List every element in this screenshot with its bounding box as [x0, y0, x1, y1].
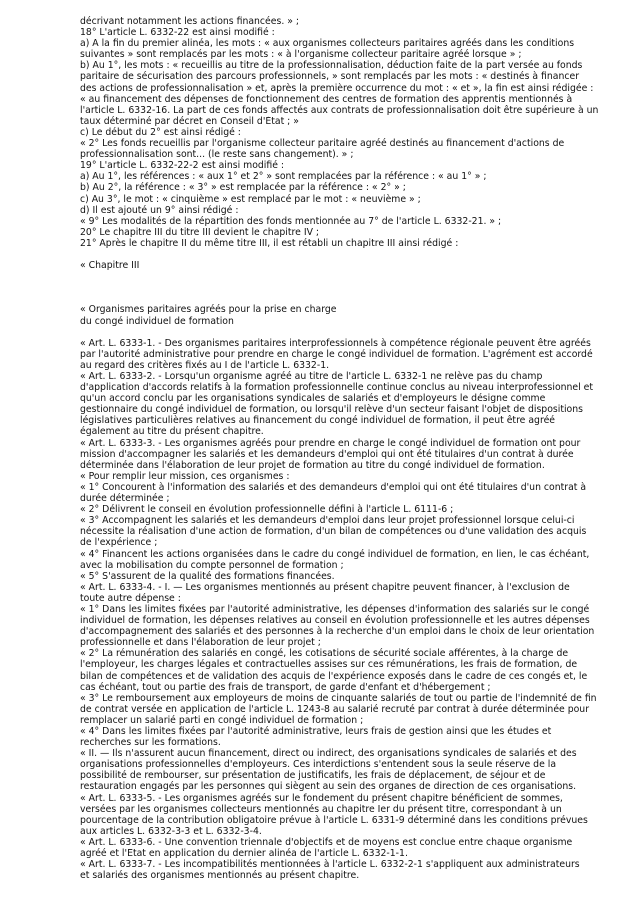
spacer — [80, 282, 616, 293]
text-line: c) Le début du 2° est ainsi rédigé : — [80, 126, 241, 138]
text-line: « 3° Accompagnent les salariés et les demandeurs d'emploi dans leur projet professionnel lorsque celui-ci — [80, 515, 575, 527]
text-line: 21° Après le chapitre II du même titre III, il est rétabli un chapitre III ainsi rédigé : — [80, 237, 459, 249]
text-line: professionnelle et dans l'élaboration de leur projet ; — [80, 637, 321, 649]
text-line: c) Au 3°, le mot : « cinquième » est remplacé par le mot : « neuvième » ; — [80, 193, 421, 205]
text-line: nécessite la réalisation d'une action de formation, d'un bilan de compétences ou d'une validation des acquis — [80, 526, 587, 538]
text-line: bilan de compétences et de validation des acquis de l'expérience exposés dans le cadre de ces congés et, le — [80, 670, 588, 682]
spacer — [80, 249, 616, 260]
text-line: « Pour remplir leur mission, ces organismes : — [80, 470, 290, 482]
text-line: « 5° S'assurent de la qualité des formations financées. — [80, 570, 335, 582]
text-line: possibilité de rembourser, sur présentation de justificatifs, les frais de déplacement, de séjour et de — [80, 770, 546, 782]
text-line: 20° Le chapitre III du titre III devient le chapitre IV ; — [80, 226, 320, 238]
spacer — [80, 327, 616, 338]
text-line: agréé et l'Etat en application du dernier alinéa de l'article L. 6332-1-1. — [80, 848, 408, 860]
text-line: législatives particulières relatives au financement du congé individuel de formation, il peut être agréé — [80, 415, 556, 427]
text-line: toute autre dépense : — [80, 592, 181, 604]
text-line: d'application d'accords relatifs à la formation professionnelle continue conclus au niveau interprofessionnel et — [80, 382, 594, 394]
text-line: « Art. L. 6333-4. - I. — Les organismes mentionnés au présent chapitre peuvent financer, à l'exclusion de — [80, 581, 570, 593]
spacer — [80, 293, 616, 304]
section-title-line: du congé individuel de formation — [80, 315, 234, 327]
amendment-paragraphs — [80, 16, 616, 249]
spacer — [80, 271, 616, 282]
chapter-articles — [80, 338, 616, 882]
text-line: des actions de professionnalisation » et, après la première occurrence du mot : « et », la fin est ainsi rédigée : — [80, 82, 594, 94]
text-line: l'article L. 6332-16. La part de ces fonds affectés aux contrats de professionnalisation doit être supérieure à un — [80, 104, 599, 116]
text-line: également au titre du présent chapitre. — [80, 426, 264, 438]
text-line: déterminée dans l'élaboration de leur projet de formation au titre du congé individuel de formation. — [80, 459, 545, 471]
text-line: restauration engagés par les personnes qui siègent au sein des organes de direction de ces organisations. — [80, 781, 577, 793]
text-line: « 2° La rémunération des salariés en congé, les cotisations de sécurité sociale afférentes, à la charge de — [80, 648, 569, 660]
text-line: gestionnaire du congé individuel de formation, ou lorsqu'il relève d'un secteur faisant l'objet de dispositions — [80, 404, 583, 416]
chapter-heading: « Chapitre III — [80, 260, 140, 272]
text-line: b) Au 1°, les mots : « recueillis au titre de la professionnalisation, déduction faite de la part versée au fonds — [80, 60, 583, 72]
text-line: remplacer un salarié parti en congé individuel de formation ; — [80, 714, 364, 726]
text-line: 18° L'article L. 6332-22 est ainsi modifié : — [80, 27, 275, 39]
text-line: a) Au 1°, les références : « aux 1° et 2° » sont remplacées par la référence : « au 1° » ; — [80, 171, 487, 183]
text-line: cas échéant, tout ou partie des frais de transport, de garde d'enfant et d'hébergement ; — [80, 681, 491, 693]
text-line: « II. — Ils n'assurent aucun financement, direct ou indirect, des organisations syndicales de salariés et des — [80, 748, 577, 760]
text-line: 19° L'article L. 6332-22-2 est ainsi modifié : — [80, 160, 285, 172]
text-line: qu'un accord conclu par les organisations syndicales de salariés et d'employeurs le désigne comme — [80, 393, 546, 405]
text-line: professionnalisation sont... (le reste sans changement). » ; — [80, 149, 354, 161]
text-line: « au financement des dépenses de fonctionnement des centres de formation des apprentis mentionnés à — [80, 93, 573, 105]
text-line: suivantes » sont remplacés par les mots : « à l'organisme collecteur paritaire agréé lorsque » ; — [80, 49, 522, 61]
section-title-line: « Organismes paritaires agréés pour la prise en charge — [80, 304, 337, 316]
text-line: recherches sur les formations. — [80, 737, 221, 749]
text-line: l'employeur, les charges légales et contractuelles assises sur ces rémunérations, les frais de formation, de — [80, 659, 578, 671]
text-line: durée déterminée ; — [80, 493, 170, 505]
text-line: « 3° Le remboursement aux employeurs de moins de cinquante salariés de tout ou partie de l'indemnité de fin — [80, 692, 597, 704]
text-line: et salariés des organismes mentionnés au présent chapitre. — [80, 870, 360, 882]
text-line: « Art. L. 6333-3. - Les organismes agréés pour prendre en charge le congé individuel de formation ont pour — [80, 437, 581, 449]
text-line: « 9° Les modalités de la répartition des fonds mentionnée au 7° de l'article L. 6332-21. » ; — [80, 215, 502, 227]
text-line: « 4° Financent les actions organisées dans le cadre du congé individuel de formation, en lien, le cas échéant, — [80, 548, 590, 560]
text-line: paritaire de sécurisation des parcours professionnels, » sont remplacés par les mots : « destinés à financer — [80, 71, 580, 83]
text-line: de contrat versée en application de l'article L. 1243-8 au salarié recruté par contrat à durée déterminée pour — [80, 703, 590, 715]
text-line: par l'autorité administrative pour prendre en charge le congé individuel de formation. L'agrément est accordé — [80, 348, 593, 360]
text-line: pourcentage de la contribution obligatoire prévue à l'article L. 6331-9 déterminé dans les conditions prévues — [80, 814, 588, 826]
text-line: individuel de formation, les dépenses relatives au conseil en évolution professionnelle et les autres dépenses — [80, 615, 590, 627]
text-line: mission d'accompagner les salariés et les demandeurs d'emploi qui ont été titulaires d'un contrat à durée — [80, 448, 574, 460]
text-line: « 2° Délivrent le conseil en évolution professionnelle défini à l'article L. 6111-6 ; — [80, 504, 454, 516]
text-line: a) A la fin du premier alinéa, les mots : « aux organismes collecteurs paritaires agréés dans les conditions — [80, 38, 575, 50]
text-line: au regard des critères fixés au I de l'article L. 6332-1. — [80, 359, 330, 371]
text-line: « Art. L. 6333-6. - Une convention triennale d'objectifs et de moyens est conclue entre chaque organisme — [80, 836, 573, 848]
text-line: décrivant notamment les actions financées. » ; — [80, 16, 300, 27]
text-line: « 1° Concourent à l'information des salariés et des demandeurs d'emploi qui ont été titulaires d'un contrat à — [80, 481, 587, 493]
text-line: de l'expérience ; — [80, 537, 158, 549]
text-line: aux articles L. 6332-3-3 et L. 6332-3-4. — [80, 825, 262, 837]
text-line: d) Il est ajouté un 9° ainsi rédigé : — [80, 204, 239, 216]
text-line: « Art. L. 6333-5. - Les organismes agréés sur le fondement du présent chapitre bénéficient de sommes, — [80, 792, 563, 804]
text-line: « 2° Les fonds recueillis par l'organisme collecteur paritaire agréé destinés au financement d'actions de — [80, 138, 565, 150]
text-line: « 1° Dans les limites fixées par l'autorité administrative, les dépenses d'information des salariés sur le congé — [80, 603, 590, 615]
text-line: organisations professionnelles d'employeurs. Ces interdictions s'entendent sous la seule réserve de la — [80, 759, 557, 771]
text-line: « Art. L. 6333-1. - Des organismes paritaires interprofessionnels à compétence régionale peuvent être agréés — [80, 337, 591, 349]
text-line: « Art. L. 6333-7. - Les incompatibilités mentionnées à l'article L. 6332-2-1 s'appliquent aux administrateurs — [80, 859, 580, 871]
text-line: « Art. L. 6333-2. - Lorsqu'un organisme agréé au titre de l'article L. 6332-1 ne relève pas du champ — [80, 371, 543, 382]
text-line: b) Au 2°, la référence : « 3° » est remplacée par la référence : « 2° » ; — [80, 182, 406, 194]
text-line: d'accompagnement des salariés et des personnes à la recherche d'un emploi dans le choix de leur orientation — [80, 626, 595, 638]
text-line: versées par les organismes collecteurs mentionnés au chapitre Ier du présent titre, correspondant à un — [80, 803, 562, 815]
text-line: avec la mobilisation du compte personnel de formation ; — [80, 559, 344, 571]
text-line: « 4° Dans les limites fixées par l'autorité administrative, leurs frais de gestion ainsi que les études et — [80, 726, 552, 737]
text-line: taux déterminé par décret en Conseil d'État ; » — [80, 115, 299, 127]
